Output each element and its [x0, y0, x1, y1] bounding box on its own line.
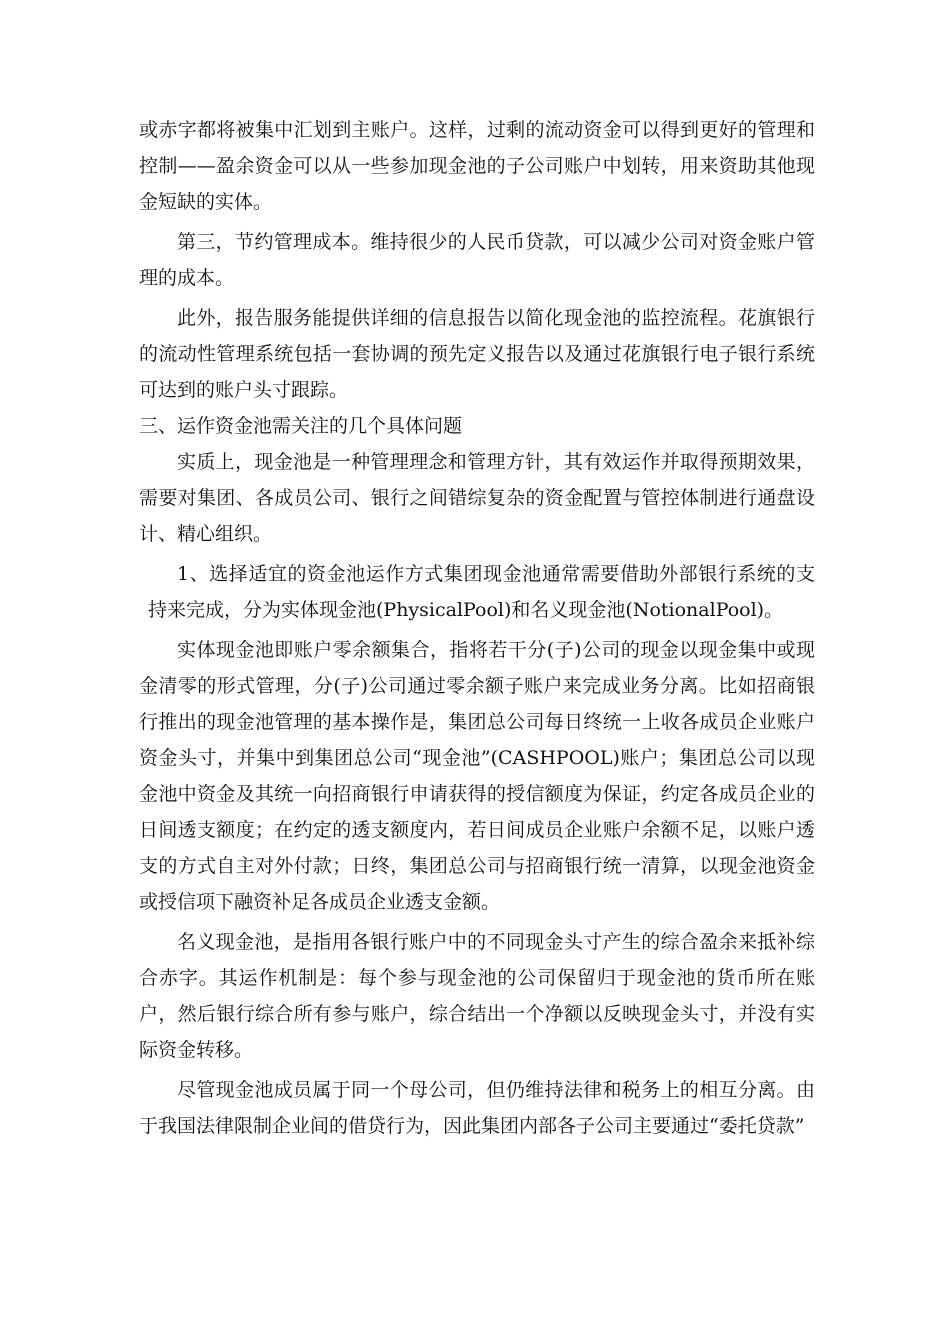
paragraph-third-point: 第三，节约管理成本。维持很少的人民币贷款，可以减少公司对资金账户管理的成本。 — [139, 231, 815, 289]
paragraph-physical-pool: 实体现金池即账户零余额集合，指将若干分(子)公司的现金以现金集中或现金清零的形式管理，分(子)公司通过零余额子账户来完成业务分离。比如招商银行推出的现金池管理的基本操作是，集团总公司每日终统一上收各成员企业账户资金头寸，并集中到集团总公司“现金池”(CASHPOOL)账户；集团总公司以现金池中资金及其统一向招商银行申请获得的授信额度为保证，约定各成员企业的日间透支额度；在约定的透支额度内，若日间成员企业账户余额不足，以账户透支的方式自主对外付款；日终，集团总公司与招商银行统一清算，以现金池资金或授信项下融资补足各成员企业透支金额。 — [139, 639, 815, 913]
paragraph-legal: 尽管现金池成员属于同一个母公司，但仍维持法律和税务上的相互分离。由于我国法律限制企业间的借贷行为，因此集团内部各子公司主要通过“委托贷款” — [139, 1079, 815, 1137]
paragraph-notional-pool: 名义现金池，是指用各银行账户中的不同现金头寸产生的综合盈余来抵补综合赤字。其运作机制是：每个参与现金池的公司保留归于现金池的货币所在账户，然后银行综合所有参与账户，综合结出一个净额以反映现金头寸，并没有实际资金转移。 — [139, 931, 815, 1061]
paragraph-continuation: 或赤字都将被集中汇划到主账户。这样，过剩的流动资金可以得到更好的管理和控制——盈余资金可以从一些参加现金池的子公司账户中划转，用来资助其他现金短缺的实体。 — [139, 119, 815, 213]
paragraph-reporting: 此外，报告服务能提供详细的信息报告以简化现金池的监控流程。花旗银行的流动性管理系统包括一套协调的预先定义报告以及通过花旗银行电子银行系统可达到的账户头寸跟踪。 — [139, 307, 815, 401]
paragraph-essence: 实质上，现金池是一种管理理念和管理方针，其有效运作并取得预期效果，需要对集团、各成员公司、银行之间错综复杂的资金配置与管控体制进行通盘设计、精心组织。 — [139, 451, 815, 545]
section-heading: 三、运作资金池需关注的几个具体问题 — [139, 415, 463, 437]
list-item-1: 1、选择适宜的资金池运作方式集团现金池通常需要借助外部银行系统的支持来完成，分为实体现金池(PhysicalPool)和名义现金池(NotionalPool)。 — [148, 563, 815, 621]
document-body — [139, 112, 815, 1144]
